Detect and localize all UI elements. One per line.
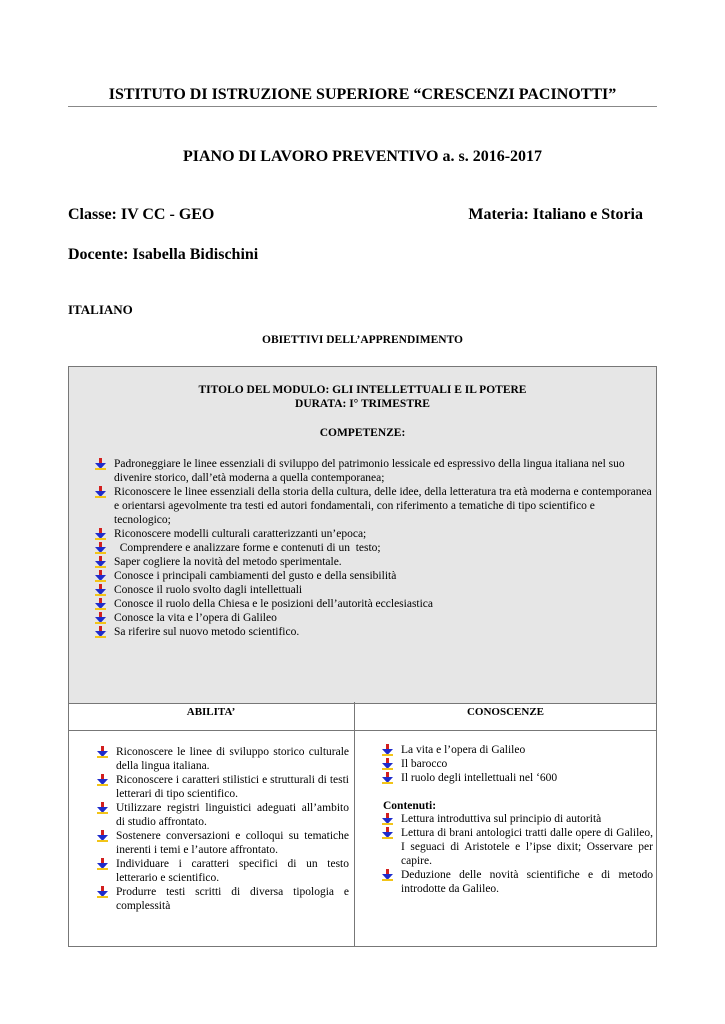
list-item: Conosce il ruolo della Chiesa e le posizioni dell’autorità ecclesiastica [94, 597, 654, 611]
list-item: Produrre testi scritti di diversa tipologia e complessità [96, 885, 349, 913]
list-item: Lettura introduttiva sul principio di autorità [381, 812, 653, 826]
list-item: Individuare i caratteri specifici di un testo letterario e scientifico. [96, 857, 349, 885]
down-arrow-bullet-icon [382, 813, 393, 825]
list-item: Il barocco [381, 757, 651, 771]
list-item: La vita e l’opera di Galileo [381, 743, 651, 757]
list-item: Conosce il ruolo svolto dagli intellettuali [94, 583, 654, 597]
module-duration: DURATA: I° TRIMESTRE [295, 398, 430, 410]
down-arrow-bullet-icon [95, 542, 106, 554]
down-arrow-bullet-icon [97, 830, 108, 842]
down-arrow-bullet-icon [382, 827, 393, 839]
down-arrow-bullet-icon [382, 758, 393, 770]
competenze-heading: COMPETENZE: [319, 427, 406, 439]
module-header [68, 383, 657, 411]
list-item: Conosce la vita e l’opera di Galileo [94, 611, 654, 625]
list-item: Padroneggiare le linee essenziali di sviluppo del patrimonio lessicale ed espressivo della lingua italiana nel suo divenire storico, dall’età moderna a quella contemporanea; [94, 457, 654, 485]
down-arrow-bullet-icon [95, 584, 106, 596]
list-item: Conosce i principali cambiamenti del gusto e della sensibilità [94, 569, 654, 583]
list-item: Sostenere conversazioni e colloqui su tematiche inerenti i temi e l’autore affrontato. [96, 829, 349, 857]
list-item: Riconoscere modelli culturali caratterizzanti un’epoca; [94, 527, 654, 541]
conoscenze-list [381, 743, 651, 785]
list-item: Riconoscere le linee essenziali della storia della cultura, delle idee, della letteratura tra età moderna e contemporanea e orientarsi agevolmente tra testi ed autori fondamentali, con riferimento a tematiche di tipo scientifico e tecnologico; [94, 485, 654, 527]
down-arrow-bullet-icon [95, 528, 106, 540]
down-arrow-bullet-icon [95, 556, 106, 568]
list-item: Sa riferire sul nuovo metodo scientifico. [94, 625, 654, 639]
header-row-divider [68, 730, 656, 731]
docente-label: Docente: Isabella Bidischini [68, 246, 259, 263]
list-item: Lettura di brani antologici tratti dalle opere di Galileo, I seguaci di Aristotele e l’ipse dixit; Osservare per capire. [381, 826, 653, 868]
down-arrow-bullet-icon [382, 869, 393, 881]
contenuti-heading: Contenuti: [383, 800, 437, 812]
down-arrow-bullet-icon [382, 772, 393, 784]
list-item: Comprendere e analizzare forme e contenuti di un testo; [94, 541, 654, 555]
down-arrow-bullet-icon [97, 886, 108, 898]
down-arrow-bullet-icon [97, 802, 108, 814]
list-item: Riconoscere i caratteri stilistici e strutturali di testi letterari di tipo scientifico. [96, 773, 349, 801]
abilita-header: ABILITA’ [186, 706, 236, 718]
down-arrow-bullet-icon [95, 612, 106, 624]
subject-heading: ITALIANO [68, 302, 133, 317]
plan-title: PIANO DI LAVORO PREVENTIVO a. s. 2016-2017 [182, 148, 543, 165]
down-arrow-bullet-icon [95, 486, 106, 498]
conoscenze-header: CONOSCENZE [466, 706, 545, 718]
institute-title: ISTITUTO DI ISTRUZIONE SUPERIORE “CRESCENZI PACINOTTI” [108, 86, 617, 103]
down-arrow-bullet-icon [97, 746, 108, 758]
down-arrow-bullet-icon [95, 598, 106, 610]
list-item: Riconoscere le linee di sviluppo storico culturale della lingua italiana. [96, 745, 349, 773]
down-arrow-bullet-icon [95, 570, 106, 582]
list-item: Saper cogliere la novità del metodo sperimentale. [94, 555, 654, 569]
down-arrow-bullet-icon [95, 458, 106, 470]
title-underline [68, 106, 657, 107]
obiettivi-heading: OBIETTIVI DELL’APPRENDIMENTO [262, 334, 463, 346]
contenuti-list [381, 812, 653, 896]
down-arrow-bullet-icon [97, 858, 108, 870]
classe-label: Classe: IV CC - GEO [68, 206, 215, 223]
list-item: Utilizzare registri linguistici adeguati all’ambito di studio affrontato. [96, 801, 349, 829]
list-item: Deduzione delle novità scientifiche e di metodo introdotte da Galileo. [381, 868, 653, 896]
abilita-list [96, 745, 349, 913]
down-arrow-bullet-icon [97, 774, 108, 786]
column-divider [354, 702, 355, 947]
competenze-list [94, 457, 654, 639]
down-arrow-bullet-icon [382, 744, 393, 756]
materia-label: Materia: Italiano e Storia [468, 206, 643, 223]
module-title: TITOLO DEL MODULO: GLI INTELLETTUALI E IL POTERE [198, 384, 527, 396]
list-item: Il ruolo degli intellettuali nel ‘600 [381, 771, 651, 785]
down-arrow-bullet-icon [95, 626, 106, 638]
